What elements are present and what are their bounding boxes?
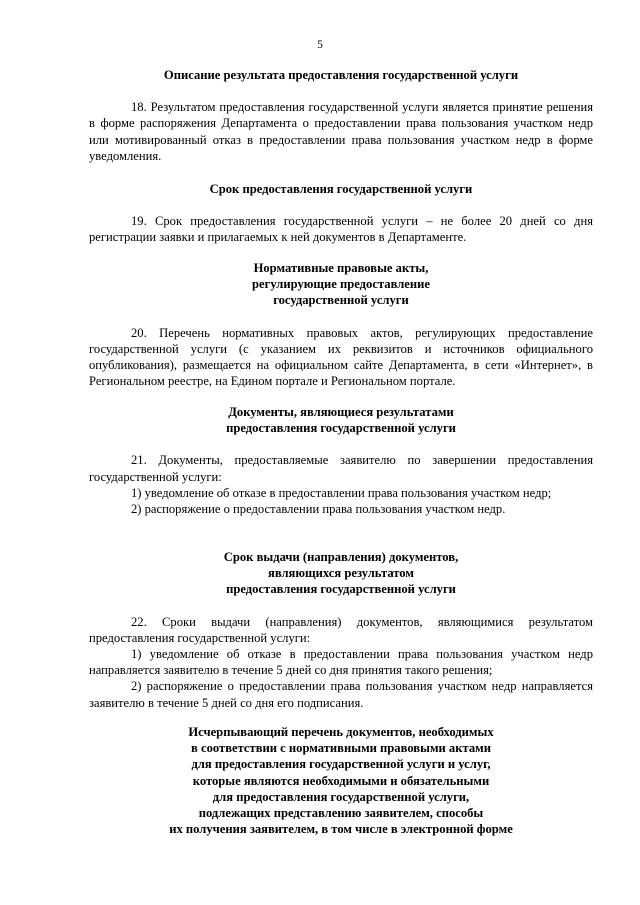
section-required-documents (89, 724, 593, 837)
list-item: 1) уведомление об отказе в предоставлении права пользования участком недр направляется заявителю в течение 5 дней со дня принятия такого решения; (89, 647, 593, 678)
list-item: 2) распоряжение о предоставлении права пользования участком недр. (131, 502, 506, 517)
heading-line: которые являются необходимыми и обязательными (192, 773, 490, 788)
section-heading (89, 260, 593, 309)
paragraph-18: 18. Результатом предоставления государственной услуги является принятие решения в форме распоряжения Департамента о предоставлении права пользования участком недр или мотивированный отказ в предоставлении права пользования участком недр в форме уведомления. (89, 100, 593, 163)
heading-line: Срок выдачи (направления) документов, (223, 550, 459, 564)
list-item: 2) распоряжение о предоставлении права пользования участком недр направляется заявителю в течение 5 дней со дня его подписания. (89, 679, 593, 710)
heading-line: подлежащих представлению заявителем, способы (198, 806, 484, 821)
heading-line: являющихся результатом (268, 566, 414, 581)
heading-line: в соответствии с нормативными правовыми актами (191, 741, 491, 756)
heading-line: государственной услуги (273, 293, 409, 308)
section-heading (89, 181, 593, 197)
page-number: 5 (317, 39, 323, 51)
section-heading (89, 67, 593, 83)
heading-line: регулирующие предоставление (252, 277, 430, 292)
section-service-term (89, 181, 593, 246)
section-heading (89, 724, 593, 837)
heading-line: Срок предоставления государственной услуги (209, 182, 473, 196)
heading-line: для предоставления государственной услуги и услуг, (191, 757, 491, 772)
section-issue-term (89, 549, 593, 711)
heading-line: предоставления государственной услуги (226, 582, 456, 597)
paragraph-20: 20. Перечень нормативных правовых актов, регулирующих предоставление государственной услуги (с указанием их реквизитов и источников официального опубликования), размещается на официальном сайте Департамента, в сети «Интернет», в Региональном реестре, на Едином портале и Региональном портале. (89, 325, 593, 389)
heading-line: Описание результата предоставления государственной услуги (163, 68, 519, 82)
paragraph-19: 19. Срок предоставления государственной услуги – не более 20 дней со дня регистрации заявки и прилагаемых к ней документов в Департаменте. (89, 214, 593, 245)
section-heading (89, 549, 593, 598)
heading-line: предоставления государственной услуги (226, 421, 456, 436)
list-item: 1) уведомление об отказе в предоставлении права пользования участком недр; (131, 485, 552, 500)
heading-line: их получения заявителем, в том числе в электронной форме (169, 822, 513, 837)
paragraph-22: 22. Сроки выдачи (направления) документов, являющимися результатом предоставления государственной услуги: (89, 614, 593, 645)
heading-line: Документы, являющиеся результатами (228, 405, 454, 419)
section-legal-acts (89, 260, 593, 389)
heading-line: Нормативные правовые акты, (253, 261, 429, 275)
heading-line: Исчерпывающий перечень документов, необходимых (188, 725, 494, 739)
section-result-documents (89, 404, 593, 517)
heading-line: для предоставления государственной услуги, (212, 789, 470, 804)
paragraph-21: 21. Документы, предоставляемые заявителю по завершении предоставления государственной услуги: (89, 453, 593, 484)
section-result-description (89, 67, 593, 164)
section-heading (89, 404, 593, 436)
